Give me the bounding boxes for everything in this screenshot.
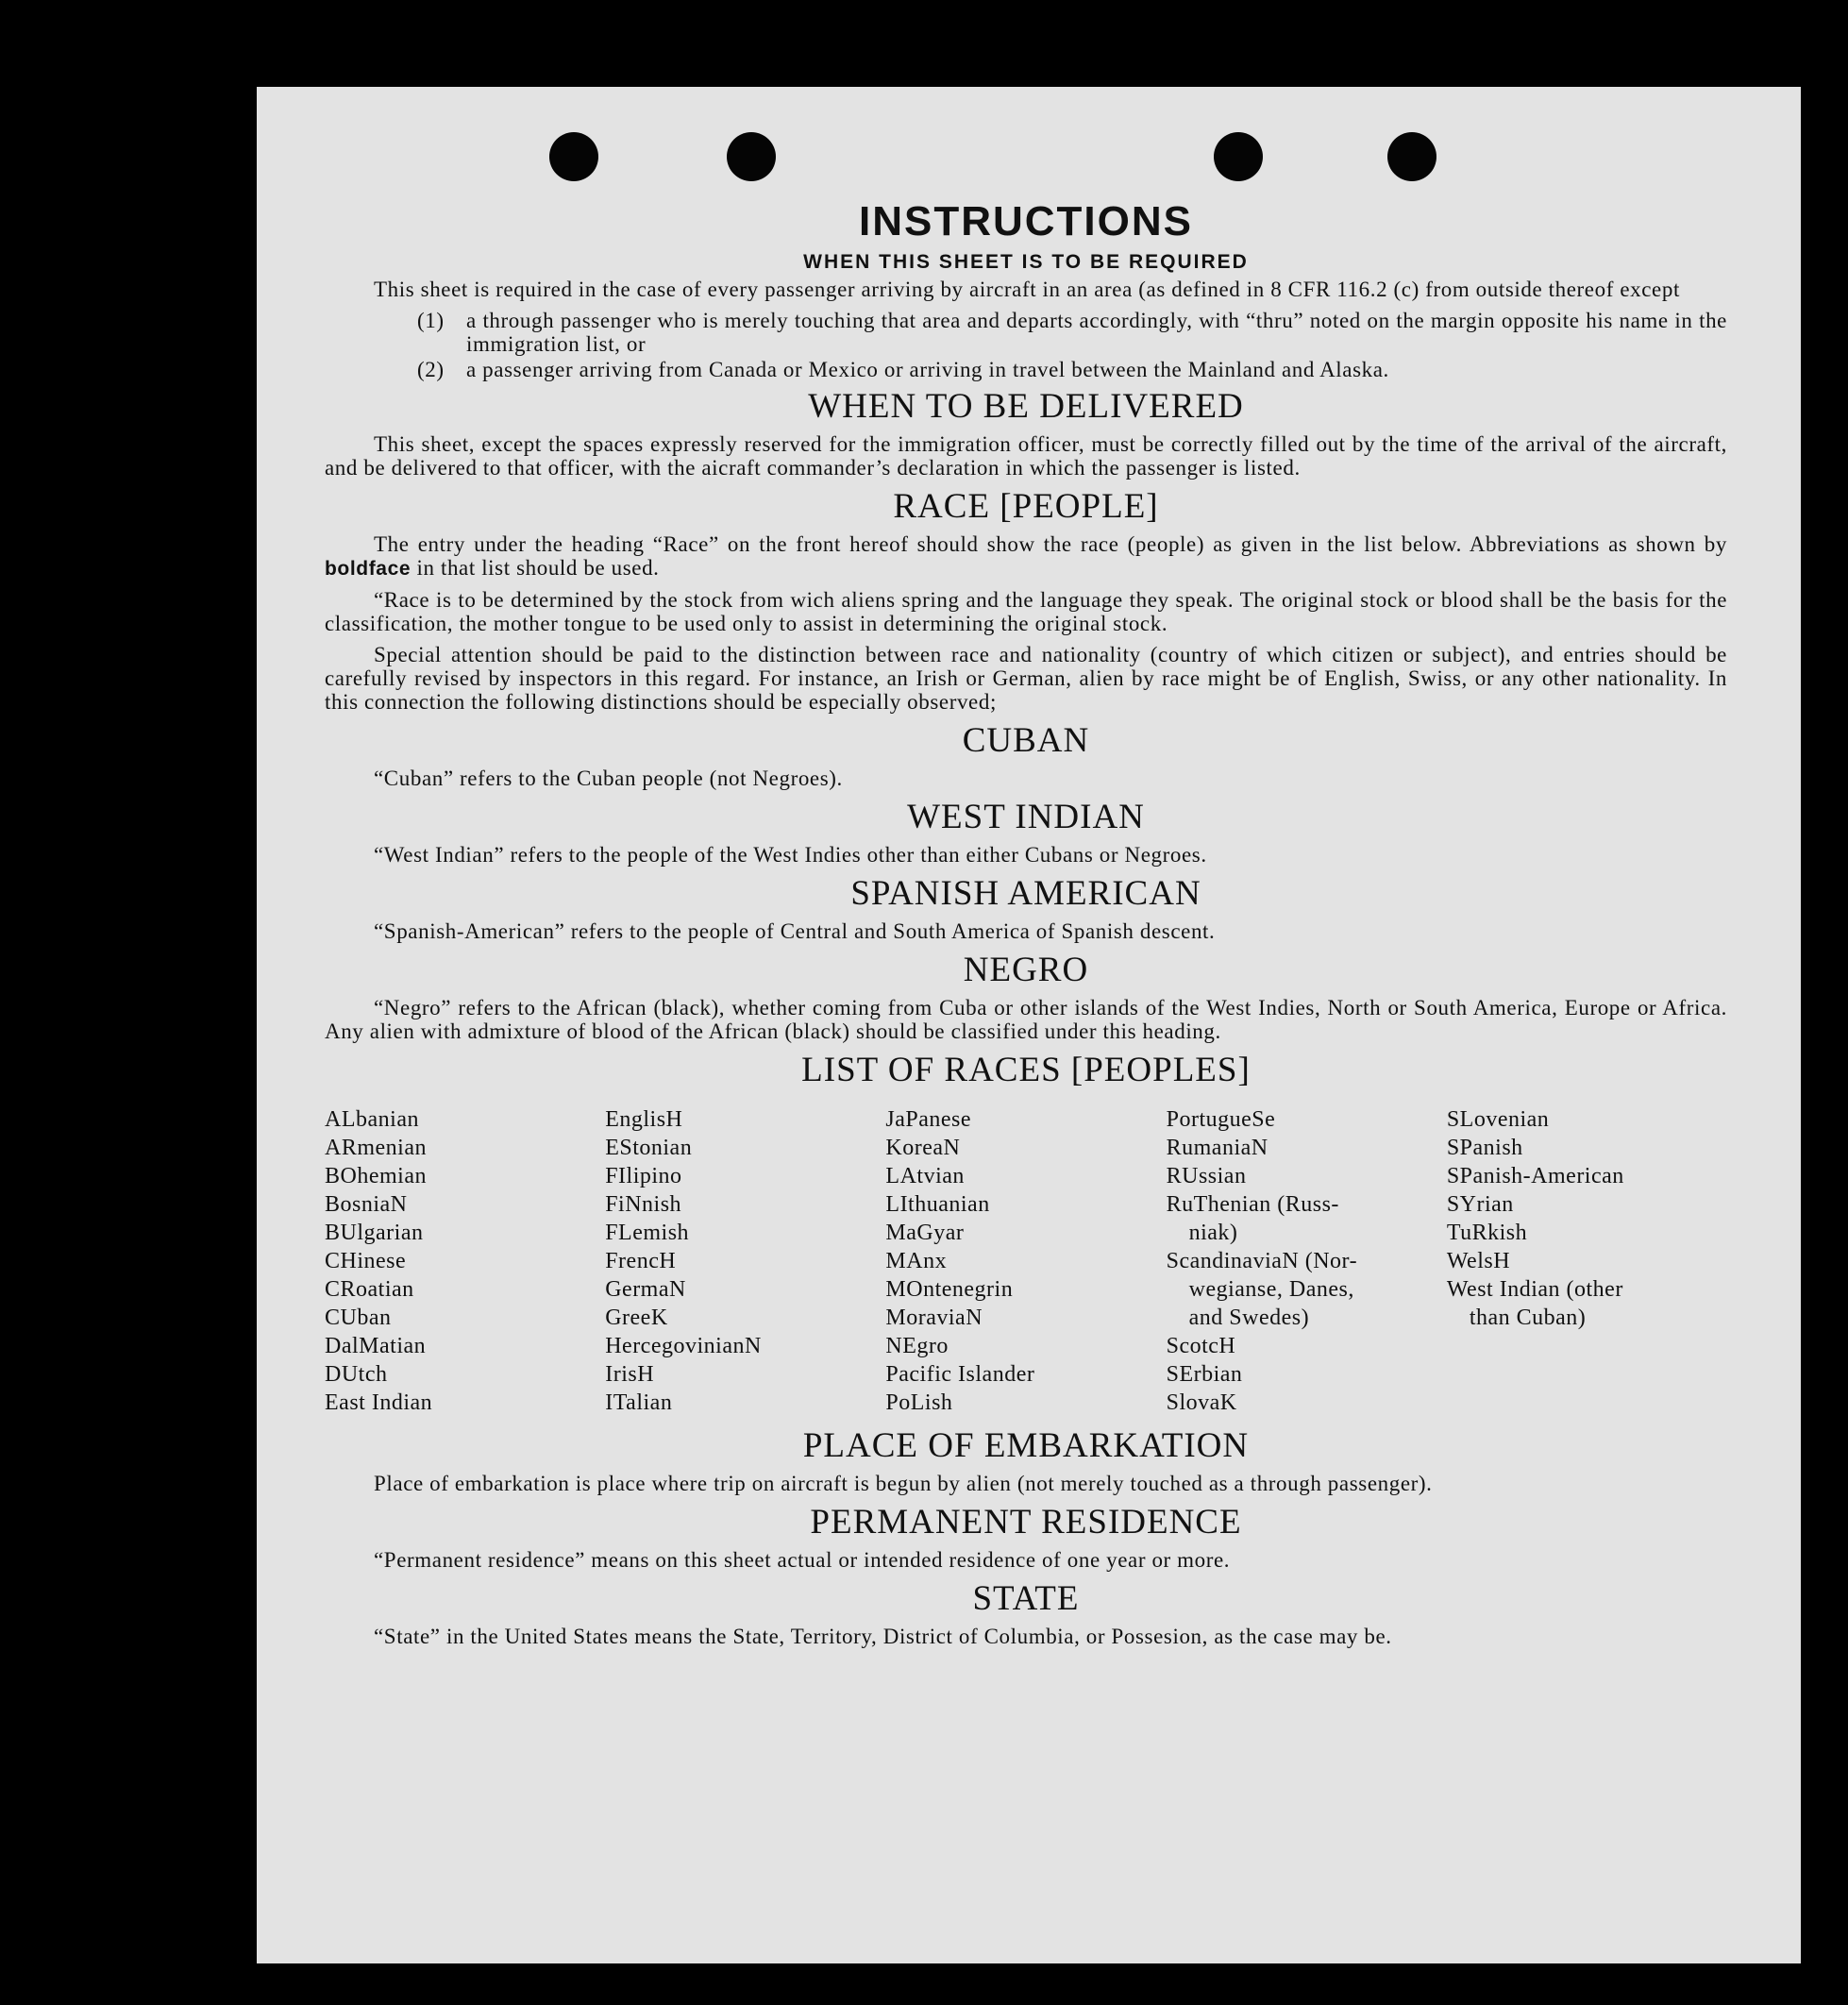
races-column [1447, 1105, 1727, 1417]
race-paragraph: “Race is to be determined by the stock from wich aliens spring and the language they speak. The original stock or blood shall be the basis for the classification, the mother tongue to be used only to assist in determining the original stock. [325, 588, 1727, 635]
section-heading-race: RACE [PEOPLE] [893, 487, 1159, 526]
race-item: EStonian [605, 1136, 693, 1160]
race-item: MOntenegrin [885, 1277, 1014, 1302]
west-indian-text: “West Indian” refers to the people of the West Indies other than either Cubans or Negroes. [374, 843, 1207, 867]
race-item: CRoatian [325, 1277, 414, 1302]
race-item: MaGyar [885, 1221, 965, 1245]
delivered-text: This sheet, except the spaces expressly reserved for the immigration officer, must be correctly filled out by the time of the arrival of the aircraft, and be delivered to that officer, with the aicraft commander’s declaration in which the passenger is listed. [325, 432, 1727, 480]
race-item: and Swedes) [1188, 1306, 1310, 1330]
punch-hole [727, 132, 776, 181]
race-item: CHinese [325, 1249, 407, 1273]
race-item: RumaniaN [1166, 1136, 1268, 1160]
section-heading-residence: PERMANENT RESIDENCE [810, 1503, 1242, 1542]
page-subtitle: WHEN THIS SHEET IS TO BE REQUIRED [803, 251, 1249, 273]
race-item: East Indian [325, 1390, 433, 1415]
race-item: HercegovinianN [605, 1334, 762, 1358]
exception-item: (1) a through passenger who is merely touching that area and departs accordingly, with “thru” noted on the margin opposite his name in the immigration list, or [417, 309, 1727, 356]
race-item: GreeK [605, 1306, 668, 1330]
race-item: FLemish [605, 1221, 690, 1245]
races-column [325, 1105, 605, 1417]
race-item: PoLish [885, 1390, 953, 1415]
section-heading-cuban: CUBAN [962, 721, 1090, 760]
race-item: LAtvian [885, 1164, 965, 1188]
races-column [1167, 1105, 1447, 1417]
race-item: NEgro [885, 1334, 949, 1358]
race-item: MoraviaN [885, 1306, 983, 1330]
exception-item: (2) a passenger arriving from Canada or Mexico or arriving in travel between the Mainland and Alaska. [417, 358, 1389, 381]
race-item: RuThenian (Russ- [1166, 1192, 1339, 1217]
race-item: FiNnish [605, 1192, 682, 1217]
race-item: EnglisH [605, 1107, 683, 1132]
race-item: wegianse, Danes, [1188, 1277, 1354, 1302]
race-item: ITalian [605, 1390, 673, 1415]
race-item: SErbian [1166, 1362, 1243, 1387]
spanish-american-text: “Spanish-American” refers to the people of Central and South America of Spanish descent. [374, 919, 1216, 943]
section-heading-negro: NEGRO [963, 951, 1089, 989]
race-item: FIlipino [605, 1164, 682, 1188]
race-item: ScandinaviaN (Nor- [1166, 1249, 1358, 1273]
race-paragraph: Special attention should be paid to the distinction between race and nationality (country of which citizen or subject), and entries should be carefully revised by inspectors in this regard. For instance, an Irish or German, alien by race might be of English, Swiss, or any other nationality. In this connection the following distinctions should be especially observed; [325, 643, 1727, 714]
cuban-text: “Cuban” refers to the Cuban people (not Negroes). [374, 767, 843, 790]
race-item: FrencH [605, 1249, 677, 1273]
race-item: IrisH [605, 1362, 655, 1387]
race-item: TuRkish [1446, 1221, 1528, 1245]
race-item: CUban [325, 1306, 392, 1330]
race-item: West Indian (other [1446, 1277, 1623, 1302]
negro-text: “Negro” refers to the African (black), whether coming from Cuba or other islands of the West Indies, North or South America, Europe or Africa. Any alien with admixture of blood of the African (black) should be classified under this heading. [325, 996, 1727, 1043]
race-item: SYrian [1446, 1192, 1514, 1217]
intro-text: This sheet is required in the case of every passenger arriving by aircraft in an area (as defined in 8 CFR 116.2 (c) from outside thereof except [374, 278, 1680, 301]
race-item: DUtch [325, 1362, 388, 1387]
race-item: SPanish [1446, 1136, 1523, 1160]
race-item: JaPanese [885, 1107, 972, 1132]
race-item: MAnx [885, 1249, 948, 1273]
race-item: ARmenian [325, 1136, 427, 1160]
instruction-sheet [257, 87, 1801, 1963]
punch-hole [549, 132, 598, 181]
race-item: ScotcH [1166, 1334, 1236, 1358]
race-item: BOhemian [325, 1164, 427, 1188]
race-item: niak) [1188, 1221, 1238, 1245]
race-item: SlovaK [1166, 1390, 1237, 1415]
section-heading-state: STATE [972, 1579, 1080, 1618]
page-title: INSTRUCTIONS [859, 198, 1193, 244]
race-item: ALbanian [325, 1107, 419, 1132]
state-text: “State” in the United States means the State, Territory, District of Columbia, or Possesion, as the case may be. [374, 1625, 1392, 1648]
race-item: SLovenian [1446, 1107, 1550, 1132]
section-heading-west-indian: WEST INDIAN [907, 798, 1145, 836]
section-heading-embarkation: PLACE OF EMBARKATION [802, 1426, 1250, 1465]
race-item: GermaN [605, 1277, 686, 1302]
section-heading-list-of-races: LIST OF RACES [PEOPLES] [801, 1051, 1251, 1089]
race-item: SPanish-American [1446, 1164, 1624, 1188]
section-heading-delivered: WHEN TO BE DELIVERED [808, 387, 1244, 426]
race-item: DalMatian [325, 1334, 427, 1358]
punch-hole [1387, 132, 1436, 181]
races-list [325, 1105, 1727, 1417]
race-item: RUssian [1166, 1164, 1247, 1188]
race-item: than Cuban) [1469, 1306, 1587, 1330]
races-column [605, 1105, 885, 1417]
race-item: WelsH [1446, 1249, 1511, 1273]
race-item: PortugueSe [1166, 1107, 1276, 1132]
race-item: KoreaN [885, 1136, 961, 1160]
embarkation-text: Place of embarkation is place where trip on aircraft is begun by alien (not merely touched as a through passenger). [374, 1472, 1433, 1495]
races-column [885, 1105, 1166, 1417]
race-item: BosniaN [325, 1192, 408, 1217]
race-item: BUlgarian [325, 1221, 424, 1245]
punch-hole [1214, 132, 1263, 181]
race-item: LIthuanian [885, 1192, 990, 1217]
residence-text: “Permanent residence” means on this sheet actual or intended residence of one year or more. [374, 1548, 1231, 1572]
race-paragraph: The entry under the heading “Race” on the front hereof should show the race (people) as given in the list below. Abbreviations as shown by boldface in that list should be used. [325, 532, 1727, 580]
section-heading-spanish-american: SPANISH AMERICAN [850, 874, 1201, 913]
race-item: Pacific Islander [885, 1362, 1035, 1387]
